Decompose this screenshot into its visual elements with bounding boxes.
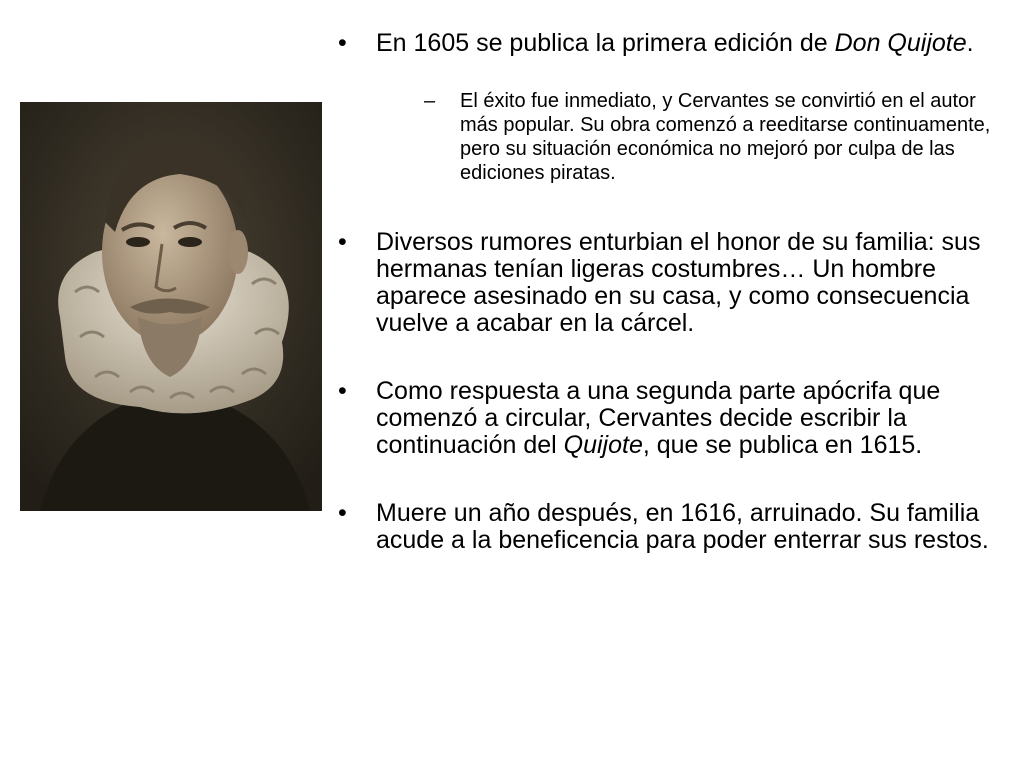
bullet-text-post: , que se publica en 1615. xyxy=(642,431,923,459)
bullet-text-italic: Quijote xyxy=(563,431,643,459)
slide-body xyxy=(338,30,998,588)
bullet-text-pre: En 1605 se publica la primera edición de xyxy=(376,29,835,57)
bullet-death xyxy=(338,500,998,554)
sub-bullet-success xyxy=(424,89,998,185)
sub-bullet-text: El éxito fue inmediato, y Cervantes se convirtió en el autor más popular. Su obra comenzó a reeditarse continuamente, pero su situación económica no mejoró por culpa de las ediciones piratas. xyxy=(460,90,991,184)
bullet-text xyxy=(376,29,974,57)
bullet-text-pre: Como respuesta a una segunda parte apócrifa que comenzó a circular, Cervantes decide escribir la continuación del xyxy=(376,377,941,459)
bullet-first-edition xyxy=(338,30,998,185)
bullet-marker: • xyxy=(338,29,347,57)
portrait-image xyxy=(20,102,322,511)
bullet-text xyxy=(376,377,940,459)
bullet-second-part xyxy=(338,378,998,459)
bullet-marker: • xyxy=(338,228,347,256)
sub-bullet-marker: – xyxy=(424,90,436,112)
bullet-text: Diversos rumores enturbian el honor de su familia: sus hermanas tenían ligeras costumbres… Un hombre aparece asesinado en su casa, y como consecuencia vuelve a acabar en la cárcel. xyxy=(376,228,981,337)
bullet-marker: • xyxy=(338,499,347,527)
bullet-text-post: . xyxy=(966,29,974,57)
bullet-text-italic: Don Quijote xyxy=(834,29,967,57)
bullet-marker: • xyxy=(338,377,347,405)
bullet-text: Muere un año después, en 1616, arruinado. Su familia acude a la beneficencia para poder enterrar sus restos. xyxy=(376,499,989,554)
bullet-rumors xyxy=(338,229,998,337)
portrait-drawing xyxy=(20,102,322,511)
